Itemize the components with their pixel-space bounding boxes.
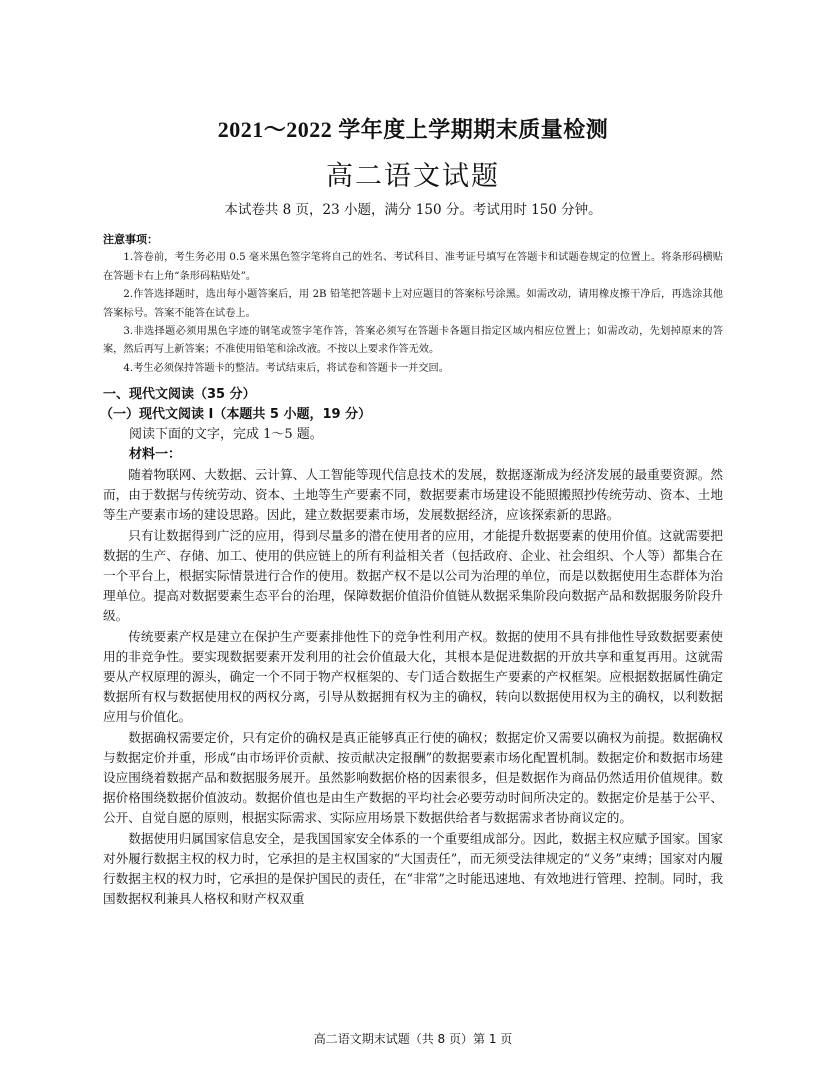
subject-title: 高二语文试题	[326, 161, 500, 192]
exam-info: 本试卷共 8 页，23 小题，满分 150 分。考试用时 150 分钟。	[224, 202, 602, 218]
passage-paragraph-2: 只有让数据得到广泛的应用，得到尽量多的潜在使用者的应用，才能提升数据要素的使用价值。这就需要把数据的生产、存储、加工、使用的供应链上的所有利益相关者（包括政府、企业、社会组织、个人等）都集合在一个平台上，根据实际情景进行合作的使用。数据产权不是以公司为治理的单位，而是以数据使用生态群体为治理单位。提高对数据要素生态平台的治理，保障数据价值沿价值链从数据采集阶段向数据产品和数据服务阶段升级。	[103, 527, 723, 624]
reading-section	[100, 385, 723, 909]
passage-paragraph-5: 数据使用归属国家信息安全，是我国国家安全体系的一个重要组成部分。因此，数据主权应赋予国家。国家对外履行数据主权的权力时，它承担的是主权国家的“大国责任”，而无须受法律规定的“义务”束缚；国家对内履行数据主权的权力时，它承担的是保护国民的责任，在“非常”之时能迅速地、有效地进行管理、控制。同时，我国数据权利兼具人格权和财产权双重	[103, 830, 723, 907]
note-item-3: 3.非选择题必须用黑色字迹的钢笔或签字笔作答，答案必须写在答题卡各题目指定区域内相应位置上；如需改动，先划掉原来的答案，然后再写上新答案；不准使用铅笔和涂改液。不按以上要求作答无效。	[103, 326, 723, 356]
notes-heading: 注意事项：	[103, 233, 158, 246]
note-item-2: 2.作答选择题时，选出每小题答案后，用 2B 铅笔把答题卡上对应题目的答案标号涂黑。如需改动，请用橡皮擦干净后，再选涂其他答案标号。答案不能答在试卷上。	[103, 289, 723, 319]
note-item-4: 4.考生必须保持答题卡的整洁。考试结束后，将试卷和答题卡一并交回。	[123, 362, 449, 374]
passage-paragraph-4: 数据确权需要定价，只有定价的确权是真正能够真正行使的确权；数据定价又需要以确权为前提。数据确权与数据定价并重，形成“由市场评价贡献、按贡献决定报酬”的数据要素市场化配置机制。数据定价和数据市场建设应围绕着数据产品和数据服务展开。虽然影响数据价格的因素很多，但是数据作为商品仍然适用价值规律。数据价格围绕数据价值波动。数据价值也是由生产数据的平均社会必要劳动时间所决定的。数据定价是基于公平、公开、自觉自愿的原则，根据实际需求、实际应用场景下数据供给者与数据需求者协商议定的。	[103, 729, 723, 826]
notes-block	[103, 231, 723, 378]
exam-title: 2021～2022 学年度上学期期末质量检测	[217, 117, 609, 142]
note-item-1: 1.答卷前，考生务必用 0.5 毫米黑色签字笔将自己的姓名、考试科目、准考证号填写在答题卡和试题卷规定的位置上。将条形码横贴在答题卡右上角“条形码粘贴处”。	[103, 252, 723, 282]
page-footer: 高二语文期末试题（共 8 页）第 1 页	[313, 1032, 513, 1046]
section-title: 一、现代文阅读（35 分）	[103, 387, 256, 402]
passage-paragraph-3: 传统要素产权是建立在保护生产要素排他性下的竞争性利用产权。数据的使用不具有排他性导致数据要素使用的非竞争性。要实现数据要素开发利用的社会价值最大化，其根本是促进数据的开放共享和重复再用。这就需要从产权原理的源头，确定一个不同于物产权框架的、专门适合数据生产要素的产权框架。应根据数据属性确定数据所有权与数据使用权的两权分离，引导从数据拥有权为主的确权，转向以数据使用权为主的确权，以利数据应用与价值化。	[103, 628, 723, 725]
subsection-title: （一）现代文阅读 I（本题共 5 小题，19 分）	[100, 407, 372, 422]
material-label: 材料一：	[129, 447, 182, 462]
passage-paragraph-1: 随着物联网、大数据、云计算、人工智能等现代信息技术的发展，数据逐渐成为经济发展的最重要资源。然而，由于数据与传统劳动、资本、土地等生产要素不同，数据要素市场建设不能照搬照抄传统劳动、资本、土地等生产要素市场的建设思路。因此，建立数据要素市场，发展数据经济，应该探索新的思路。	[103, 467, 723, 523]
reading-instruction: 阅读下面的文字，完成 1～5 题。	[129, 427, 323, 442]
